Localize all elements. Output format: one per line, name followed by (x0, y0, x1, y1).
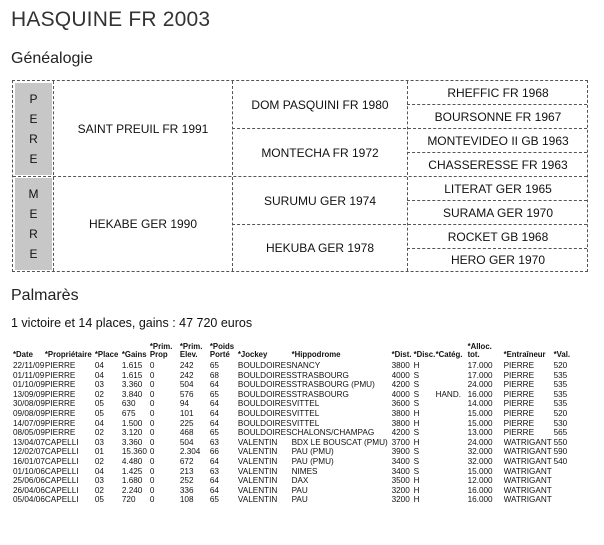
table-cell: 225 (179, 418, 194, 428)
table-cell: 4000 (391, 370, 410, 380)
table-cell (554, 486, 572, 496)
table-cell: PIERRE (503, 399, 535, 409)
table-cell: PIERRE (503, 380, 535, 390)
mere-label (15, 178, 52, 270)
table-cell: H (413, 476, 420, 486)
table-cell: 05/04/06 (13, 495, 45, 505)
table-cell: 15.000 (467, 418, 493, 428)
table-cell: 16/01/07 (13, 456, 45, 466)
table-cell: 15.000 (467, 408, 493, 418)
table-cell: 0 (149, 437, 155, 447)
table-cell: 0 (149, 380, 155, 390)
table-cell: WATRIGANT (503, 485, 552, 495)
table-cell: 15.360 (121, 447, 147, 457)
table-cell: H (413, 408, 420, 418)
table-row (13, 447, 572, 457)
column-header[interactable]: *Hippodrome (291, 350, 341, 359)
table-cell: 65 (209, 428, 219, 438)
table-cell: 22/11/09 (13, 361, 45, 370)
table-cell: 63 (209, 466, 219, 476)
table-cell: S (413, 380, 420, 390)
table-cell: 05 (94, 399, 104, 409)
table-cell (436, 371, 468, 381)
table-cell: 65 (209, 389, 219, 399)
table-cell: DAX (291, 476, 309, 486)
table-cell: 504 (179, 380, 194, 390)
column-header[interactable]: *Date (13, 350, 33, 359)
table-cell: 08/05/09 (13, 428, 45, 438)
table-cell: 0 (149, 408, 155, 418)
table-cell: 64 (209, 380, 219, 390)
table-cell: 504 (179, 437, 194, 447)
table-cell: S (413, 447, 420, 457)
table-cell: WATRIGANT (503, 495, 552, 505)
table-cell: CAPELLI (44, 447, 79, 457)
table-cell: 520 (553, 408, 568, 418)
column-header[interactable]: *Prim. Elev. (179, 342, 203, 359)
pedigree-table (12, 80, 588, 272)
table-cell: 13/09/09 (13, 389, 45, 399)
table-cell: 242 (179, 370, 194, 380)
table-cell: 17.000 (467, 361, 493, 370)
table-header (13, 343, 572, 361)
table-cell: S (413, 456, 420, 466)
table-cell: 12.000 (467, 476, 493, 486)
table-cell: 0 (149, 466, 155, 476)
table-cell: 04 (94, 370, 104, 380)
table-cell: VALENTIN (237, 485, 278, 495)
table-cell: 66 (209, 447, 219, 457)
table-cell: BOULDOIRES (237, 399, 292, 409)
genealogy-heading: Généalogie (11, 50, 93, 67)
table-cell: CAPELLI (44, 485, 79, 495)
table-cell: 590 (553, 447, 568, 457)
table-cell: BOULDOIRES (237, 380, 292, 390)
column-header[interactable]: *Disc. (413, 350, 436, 359)
table-cell: VALENTIN (237, 456, 278, 466)
table-cell (436, 467, 468, 477)
table-cell: 3800 (391, 418, 410, 428)
table-cell: 108 (179, 495, 194, 505)
table-cell: 09/08/09 (13, 408, 45, 418)
table-cell: 3600 (391, 399, 410, 409)
race-results-table (13, 343, 572, 505)
table-cell: 65 (209, 361, 219, 370)
table-cell: 540 (553, 456, 568, 466)
table-cell: BOULDOIRES (237, 370, 292, 380)
table-cell: 0 (149, 428, 155, 438)
table-cell: 64 (209, 485, 219, 495)
grandparent[interactable]: HEKUBA GER 1978 (265, 241, 375, 255)
horse-title: HASQUINE FR 2003 (11, 8, 211, 31)
table-row (13, 495, 572, 505)
table-cell: 04 (94, 361, 104, 370)
table-cell: PIERRE (44, 380, 76, 390)
pere-letter: R (29, 132, 38, 146)
great-grandparent[interactable]: BOURSONNE FR 1967 (434, 109, 562, 124)
great-grandparent[interactable]: MONTEVIDEO II GB 1963 (427, 133, 569, 148)
table-cell: 16.000 (467, 485, 493, 495)
table-cell: 12/02/07 (13, 447, 45, 457)
table-cell: 68 (209, 370, 219, 380)
pere-label (15, 83, 52, 175)
table-row (13, 467, 572, 477)
table-cell: BOULDOIRES (237, 418, 292, 428)
table-cell: 565 (553, 428, 568, 438)
table-cell (436, 447, 468, 457)
table-cell: 03 (94, 476, 104, 486)
table-cell: S (413, 399, 420, 409)
dam[interactable]: HEKABE GER 1990 (88, 217, 198, 231)
table-cell: CAPELLI (44, 495, 79, 505)
table-cell: 336 (179, 485, 194, 495)
table-cell: HAND. (435, 389, 462, 399)
table-row (13, 428, 572, 438)
table-cell: PAU (PMU) (291, 456, 334, 466)
table-row (13, 419, 572, 429)
table-cell: VALENTIN (237, 466, 278, 476)
table-cell: 720 (121, 495, 136, 505)
column-header[interactable]: *Dist. (391, 350, 412, 359)
table-cell: CHALONS/CHAMPAG (291, 428, 375, 438)
table-cell: 0 (149, 370, 155, 380)
table-cell: H (413, 418, 420, 428)
table-cell: 17.000 (467, 370, 493, 380)
table-cell: 03 (94, 437, 104, 447)
table-cell: 02 (94, 428, 104, 438)
table-cell: H (413, 437, 420, 447)
table-cell: S (413, 466, 420, 476)
great-grandparent[interactable]: RHEFFIC FR 1968 (447, 85, 549, 100)
table-cell: 02 (94, 389, 104, 399)
table-cell: 1.425 (121, 466, 143, 476)
table-cell: 64 (209, 399, 219, 409)
table-cell: PIERRE (503, 408, 535, 418)
table-cell: NANCY (291, 361, 321, 370)
table-cell: WATRIGANT (503, 456, 552, 466)
column-header[interactable]: *Entraîneur (503, 350, 546, 359)
table-cell: 64 (209, 456, 219, 466)
table-cell: S (413, 428, 420, 438)
column-header[interactable]: *Val. (553, 350, 571, 359)
table-cell (436, 438, 468, 448)
table-cell: 213 (179, 466, 194, 476)
table-cell: S (413, 370, 420, 380)
table-cell: 04 (94, 466, 104, 476)
table-cell (554, 495, 572, 505)
table-cell (436, 457, 468, 467)
table-cell: CAPELLI (44, 476, 79, 486)
table-cell: PIERRE (503, 370, 535, 380)
sire[interactable]: SAINT PREUIL FR 1991 (77, 121, 209, 136)
table-cell: PIERRE (503, 389, 535, 399)
table-cell: 13/04/07 (13, 437, 45, 447)
grandparent[interactable]: MONTECHA FR 1972 (261, 145, 379, 160)
table-row (13, 486, 572, 496)
table-cell: 0 (149, 495, 155, 505)
table-cell: VITTEL (291, 399, 320, 409)
table-cell: 3.360 (121, 437, 143, 447)
table-cell: 3800 (391, 361, 410, 370)
table-cell: 3700 (391, 437, 410, 447)
table-cell: 01/11/09 (13, 370, 45, 380)
table-cell: 2.304 (179, 447, 201, 457)
column-header[interactable]: *Place (94, 350, 119, 359)
table-cell: VITTEL (291, 418, 320, 428)
table-cell: PAU (PMU) (291, 447, 334, 457)
table-cell: 14.000 (467, 399, 493, 409)
table-cell: PAU (291, 495, 308, 505)
table-cell: 01/10/06 (13, 466, 45, 476)
table-cell (436, 428, 468, 438)
great-grandparent[interactable]: SURAMA GER 1970 (442, 205, 554, 220)
table-cell: 3.840 (121, 389, 143, 399)
table-cell: 535 (553, 399, 568, 409)
table-cell (554, 476, 572, 486)
table-cell: 13.000 (467, 428, 493, 438)
table-cell: 0 (149, 361, 155, 370)
table-cell: PIERRE (44, 370, 76, 380)
table-cell (554, 467, 572, 477)
palmares-heading: Palmarès (11, 287, 79, 304)
table-cell: 0 (149, 456, 155, 466)
table-cell (436, 380, 468, 390)
table-cell: 0 (149, 447, 155, 457)
table-cell: 14/07/09 (13, 418, 45, 428)
column-header[interactable]: *Alloc. tot. (467, 342, 492, 359)
table-cell: 04 (94, 418, 104, 428)
table-cell: 535 (553, 389, 568, 399)
table-cell: 468 (179, 428, 194, 438)
table-cell: 01/10/09 (13, 380, 45, 390)
table-cell: PIERRE (503, 361, 535, 370)
column-header[interactable]: *Catég. (435, 350, 463, 359)
table-cell: 24.000 (467, 437, 493, 447)
table-cell: CAPELLI (44, 437, 79, 447)
grandparent[interactable]: DOM PASQUINI FR 1980 (251, 97, 389, 112)
table-cell: 520 (553, 361, 568, 370)
table-cell: 3200 (391, 495, 410, 505)
table-cell: 3.120 (121, 428, 143, 438)
table-cell: 4.480 (121, 456, 143, 466)
great-grandparent[interactable]: ROCKET GB 1968 (447, 229, 549, 244)
table-cell: VALENTIN (237, 447, 278, 457)
table-cell (436, 409, 468, 419)
table-row (13, 371, 572, 381)
table-cell: H (413, 361, 420, 370)
table-cell (436, 419, 468, 429)
table-row (13, 390, 572, 400)
column-header[interactable]: *Poids Porté (209, 342, 235, 359)
table-cell: BOULDOIRES (237, 408, 292, 418)
table-row (13, 361, 572, 371)
table-cell: 26/04/06 (13, 485, 45, 495)
table-cell: VITTEL (291, 408, 320, 418)
table-cell: H (413, 485, 420, 495)
table-cell: 3200 (391, 485, 410, 495)
column-header[interactable]: *Gains (121, 350, 147, 359)
table-cell (436, 399, 468, 409)
table-cell: 05 (94, 495, 104, 505)
table-row (13, 457, 572, 467)
table-cell: 1.615 (121, 370, 143, 380)
table-cell: 0 (149, 485, 155, 495)
table-cell: 0 (149, 476, 155, 486)
table-row (13, 476, 572, 486)
table-cell: 02 (94, 456, 104, 466)
pere-letter: P (29, 92, 38, 106)
table-cell: S (413, 389, 420, 399)
table-cell: 630 (121, 399, 136, 409)
table-cell: 64 (209, 408, 219, 418)
table-cell: 0 (149, 418, 155, 428)
table-cell: PAU (291, 485, 308, 495)
table-cell: 01 (94, 447, 104, 457)
table-cell: 3400 (391, 456, 410, 466)
grandparent[interactable]: SURUMU GER 1974 (263, 193, 377, 208)
table-cell: NIMES (291, 466, 318, 476)
table-cell: PIERRE (44, 418, 76, 428)
table-cell: STRASBOURG (291, 389, 349, 399)
table-cell: WATRIGANT (503, 447, 552, 457)
table-row (13, 409, 572, 419)
table-cell: 252 (179, 476, 194, 486)
table-cell: PIERRE (44, 399, 76, 409)
table-row (13, 399, 572, 409)
table-cell: 535 (553, 380, 568, 390)
table-cell: WATRIGANT (503, 466, 552, 476)
table-cell: 64 (209, 476, 219, 486)
column-header[interactable]: *Prim. Prop (149, 342, 173, 359)
table-cell: 1.615 (121, 361, 143, 370)
table-cell: 03 (94, 380, 104, 390)
pere-letter: E (29, 152, 38, 166)
table-cell: 24.000 (467, 380, 493, 390)
table-cell: 675 (121, 408, 136, 418)
table-cell: VALENTIN (237, 495, 278, 505)
table-cell: PIERRE (44, 361, 76, 370)
table-cell: PIERRE (44, 389, 76, 399)
table-cell: STRASBOURG (PMU) (291, 380, 375, 390)
table-cell: 242 (179, 361, 194, 370)
table-cell: 16.000 (467, 495, 493, 505)
table-cell: CAPELLI (44, 466, 79, 476)
table-cell: PIERRE (44, 408, 76, 418)
table-cell: 1.500 (121, 418, 143, 428)
column-header[interactable]: *Jockey (237, 350, 268, 359)
table-cell: 4200 (391, 428, 410, 438)
table-cell: 25/06/06 (13, 476, 45, 486)
table-cell: 15.000 (467, 466, 493, 476)
pere-letter: E (29, 112, 38, 126)
table-cell (436, 486, 468, 496)
great-grandparent[interactable]: LITERAT GER 1965 (444, 181, 552, 196)
table-cell: 101 (179, 408, 194, 418)
mere-letter: E (29, 247, 38, 261)
table-cell: 4000 (391, 389, 410, 399)
table-cell: 63 (209, 437, 219, 447)
table-cell: 3900 (391, 447, 410, 457)
table-cell: 0 (149, 399, 155, 409)
table-cell: 530 (553, 418, 568, 428)
table-cell: 32.000 (467, 447, 493, 457)
table-cell: VALENTIN (237, 437, 278, 447)
table-cell: 1.680 (121, 476, 143, 486)
table-cell: 05 (94, 408, 104, 418)
table-cell: 550 (553, 437, 568, 447)
table-cell: BDX LE BOUSCAT (PMU) (291, 437, 388, 447)
table-cell: PIERRE (44, 428, 76, 438)
table-cell: 535 (553, 370, 568, 380)
great-grandparent[interactable]: CHASSERESSE FR 1963 (428, 157, 568, 172)
table-cell: PIERRE (503, 418, 535, 428)
table-row (13, 438, 572, 448)
table-cell: STRASBOURG (291, 370, 349, 380)
table-cell: WATRIGANT (503, 437, 552, 447)
table-cell: 0 (149, 389, 155, 399)
table-cell (436, 476, 468, 486)
table-cell: 94 (179, 399, 189, 409)
table-cell: WATRIGANT (503, 476, 552, 486)
table-cell (436, 495, 468, 505)
table-cell: BOULDOIRES (237, 428, 292, 438)
column-header[interactable]: *Propriétaire (44, 350, 92, 359)
table-cell: BOULDOIRES (237, 389, 292, 399)
table-cell: 64 (209, 418, 219, 428)
mere-letter: R (29, 227, 38, 241)
table-cell: 672 (179, 456, 194, 466)
table-cell: 3.360 (121, 380, 143, 390)
mere-letter: M (28, 187, 39, 201)
table-cell: BOULDOIRES (237, 361, 292, 370)
table-cell: 3500 (391, 476, 410, 486)
table-cell: VALENTIN (237, 476, 278, 486)
table-cell: 02 (94, 485, 104, 495)
table-cell: 65 (209, 495, 219, 505)
table-cell: H (413, 495, 420, 505)
palmares-summary: 1 victoire et 14 places, gains : 47 720 euros (11, 316, 253, 330)
table-cell: 32.000 (467, 456, 493, 466)
table-cell: CAPELLI (44, 456, 79, 466)
great-grandparent[interactable]: HERO GER 1970 (450, 253, 546, 267)
table-cell: 30/08/09 (13, 399, 45, 409)
table-cell: 3400 (391, 466, 410, 476)
table-cell (436, 361, 468, 371)
table-cell: 3800 (391, 408, 410, 418)
table-cell: 4200 (391, 380, 410, 390)
table-row (13, 380, 572, 390)
table-cell: 16.000 (467, 389, 493, 399)
table-cell: 576 (179, 389, 194, 399)
mere-letter: E (29, 207, 38, 221)
table-cell: 2.240 (121, 485, 143, 495)
table-cell: PIERRE (503, 428, 535, 438)
